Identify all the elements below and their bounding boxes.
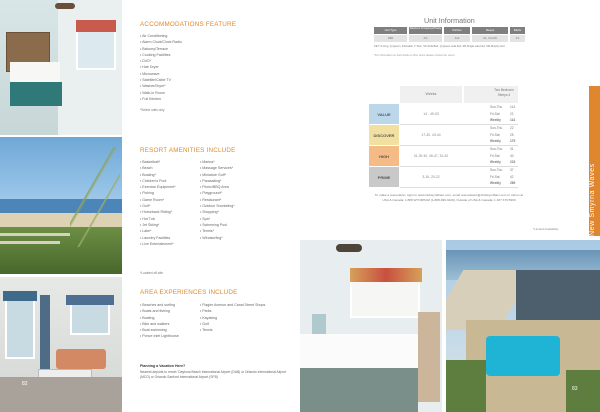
list-item: • Restaurant*: [200, 197, 222, 202]
rate-points: 40: [510, 153, 514, 158]
rate-points: 22: [510, 111, 514, 116]
unit-value-kitchen: Full: [444, 35, 470, 42]
list-item: • Ponce Inlet Lighthouse: [140, 334, 179, 339]
resort-amenities-col2: [200, 159, 235, 241]
list-item: • Shopping*: [200, 210, 219, 215]
list-item: • Cooking Facilities: [140, 52, 171, 57]
list-item: • Beach: [140, 166, 153, 171]
rate-points: 31: [510, 147, 514, 151]
row-divider: [400, 166, 518, 167]
list-item: • Boats and fishing: [140, 309, 170, 314]
rate-row: [464, 154, 518, 160]
season-weeks: 17-30, 43-44: [421, 133, 441, 137]
list-item: • Playground*: [200, 191, 222, 196]
list-item: • Laundry Facilities: [140, 235, 171, 240]
list-item: • Air Conditioning: [140, 34, 168, 38]
list-item: • Full Kitchen: [140, 96, 162, 101]
rate-points: 269: [510, 181, 516, 185]
list-item: • Marina*: [200, 160, 215, 164]
rate-period: Weekly: [490, 181, 501, 185]
list-item: • Boating: [140, 315, 155, 320]
rate-row: [464, 112, 518, 118]
list-item: • Exercise Equipment*: [140, 185, 176, 190]
list-item: • Tennis*: [200, 229, 214, 234]
list-item: • Spa*: [200, 216, 211, 221]
season-weeks: 14 - 49-53: [423, 112, 439, 116]
rate-period: Weekly: [490, 160, 501, 164]
rate-points: 223: [510, 160, 516, 164]
bedroom-photo: [0, 0, 122, 135]
list-item: • Flagler Avenue and Canal Street Shops: [200, 303, 266, 307]
unit-value-baths: 1/1: [510, 35, 525, 42]
resort-amenities-col1: [140, 159, 176, 247]
rate-period: Fri-Sat: [490, 153, 500, 158]
list-item: • Live Entertainment*: [140, 241, 174, 246]
list-item: • Picnic/BBQ Area: [200, 185, 229, 190]
rate-row: [464, 147, 518, 153]
row-divider: [400, 145, 518, 146]
rate-points: 37: [510, 168, 514, 172]
rate-points: 179: [510, 139, 516, 143]
season-weeks: 31-39 40, 45-47, 51-52: [413, 154, 449, 158]
unit-value-occupancy: 4/4: [409, 35, 442, 42]
list-item: • Lake*: [140, 229, 152, 234]
season-weeks: 3-16, 20-22: [422, 175, 440, 179]
vacation-heading: Planning a Vacation Here?: [140, 364, 186, 368]
rate-period: Fri-Sat: [490, 174, 500, 179]
rates-points-header: Two Bedroom Sleeps 4: [494, 88, 514, 97]
list-item: • Walk-in Room: [140, 90, 165, 95]
unit-header-kitchen: Kitchen: [444, 27, 470, 34]
season-label: PRIME: [377, 175, 391, 180]
list-item: • Parasailing*: [200, 178, 222, 183]
unit-legend-note: *For information on bunk beds or other items please contact the resort.: [374, 54, 456, 57]
list-item: • DVD*: [140, 59, 152, 64]
list-item: • Windsurfing*: [200, 235, 223, 240]
rate-points: 114: [510, 118, 516, 122]
side-title: New Smyrna Waves: [589, 163, 596, 236]
rate-points: 22: [510, 126, 514, 130]
vacation-text: Nearest airports to resort: Daytona Beach International Airport (DAB) or Orlando International Airport (MCO) or Orlando Sanford International Airport (SFB): [140, 370, 287, 379]
rate-period: Sun-Thu: [490, 126, 503, 130]
list-item: • Parks: [200, 309, 212, 314]
list-item: • Bike and walkers: [140, 321, 170, 326]
list-item: • Swimming Pool: [200, 222, 228, 227]
living-room-photo: [0, 277, 122, 412]
rate-period: Sun-Thu: [490, 147, 503, 151]
area-experiences-title: AREA EXPERIENCES INCLUDE: [140, 289, 238, 296]
accommodations-note: *Select units only: [140, 108, 165, 112]
list-item: • Satellite/Cable TV: [140, 78, 171, 83]
page-number-left: 82: [22, 381, 28, 387]
list-item: • Washer/Dryer*: [140, 84, 166, 89]
rate-points: 114: [510, 105, 516, 109]
list-item: • Outdoor Snorkeling*: [200, 204, 235, 209]
rate-points: 25: [510, 132, 514, 137]
accommodations-title: ACCOMMODATIONS FEATURE: [140, 21, 237, 28]
list-item: • Fishing: [140, 191, 154, 196]
list-item: • Basketball*: [140, 160, 161, 164]
list-item: • Children's Pool: [140, 178, 167, 183]
page-number-right: 83: [572, 386, 578, 392]
list-item: • Golf: [200, 321, 209, 326]
list-item: • Golf*: [140, 204, 151, 209]
row-divider: [400, 124, 518, 125]
rate-row: [464, 133, 518, 139]
list-item: • Game Room*: [140, 197, 165, 202]
accommodations-list: [140, 33, 182, 102]
rate-period: Weekly: [490, 139, 501, 143]
rate-row: [464, 168, 518, 174]
rates-weeks-header: Weeks: [425, 92, 437, 96]
list-item: • Hot Tub: [140, 216, 155, 221]
unit-legend: KEY: K-King, Q-Queen, D-Double, T-Twin, SS-Sofa Bed, Q-Queen sofa bed, SB-Single sofa bed, SM-Murphy bed: [374, 45, 505, 48]
bedroom-photo-2: [300, 240, 442, 412]
limited-availability-note: *Limited Availability: [533, 227, 559, 231]
resort-pool-photo: [446, 240, 600, 412]
rate-points: 42: [510, 174, 514, 179]
reserve-text: To make a reservation, login to www.clubwyndham.com, email reservations@clubwyndham.com or call us at USA & Canada: 1 888 WYNDHAM (1-888-996-3426), Outside of USA & Canada: 1 407 370 5900: [374, 193, 524, 202]
beach-photo: [0, 137, 122, 274]
list-item: • Horseback Riding*: [140, 210, 173, 215]
list-item: • Tennis: [200, 328, 213, 333]
season-label: DISCOVER: [373, 133, 395, 138]
rate-period: Fri-Sat: [490, 132, 500, 137]
unit-header-type: Unit Type: [374, 27, 407, 34]
list-item: • Alarm Clock/Clock Radio: [140, 40, 182, 45]
unit-header-baths: Baths: [510, 27, 525, 34]
resort-amenities-title: RESORT AMENITIES INCLUDE: [140, 147, 236, 154]
list-item: • Jet Skiing*: [140, 222, 160, 227]
rate-period: Sun-Thu: [490, 105, 503, 109]
unit-header-occupancy: Maximum Occupancy/Privacy: [409, 27, 442, 34]
area-experiences-col1: [140, 302, 179, 340]
rate-row: [464, 126, 518, 132]
resort-amenities-note: *Located off-site: [140, 271, 163, 275]
list-item: • Boating*: [140, 172, 156, 177]
list-item: • Miniature Golf*: [200, 172, 227, 177]
rate-row: [464, 105, 518, 111]
rate-period: Sun-Thu: [490, 168, 503, 172]
list-item: • Boat swimming: [140, 328, 167, 333]
area-experiences-col2: [200, 302, 265, 333]
unit-header-sleeps: Sleeps: [472, 27, 508, 34]
rate-period: Weekly: [490, 118, 501, 122]
list-item: • Kayaking: [200, 315, 218, 320]
unit-info-title: Unit Information: [424, 16, 475, 25]
list-item: • Hair Dryer: [140, 65, 159, 70]
list-item: • Microwave: [140, 71, 160, 76]
list-item: • Beaches and surfing: [140, 303, 176, 307]
rate-period: Fri-Sat: [490, 111, 500, 116]
season-label: HIGH: [379, 154, 389, 159]
unit-value-sleeps: 1K, 1S+SS: [472, 35, 508, 42]
season-label: VALUE: [377, 112, 391, 117]
list-item: • Massage Services*: [200, 166, 234, 171]
row-divider: [400, 187, 518, 188]
rate-row: [464, 175, 518, 181]
unit-value-type: 1BR: [374, 35, 407, 42]
list-item: • Balcony/Terrace: [140, 46, 169, 51]
